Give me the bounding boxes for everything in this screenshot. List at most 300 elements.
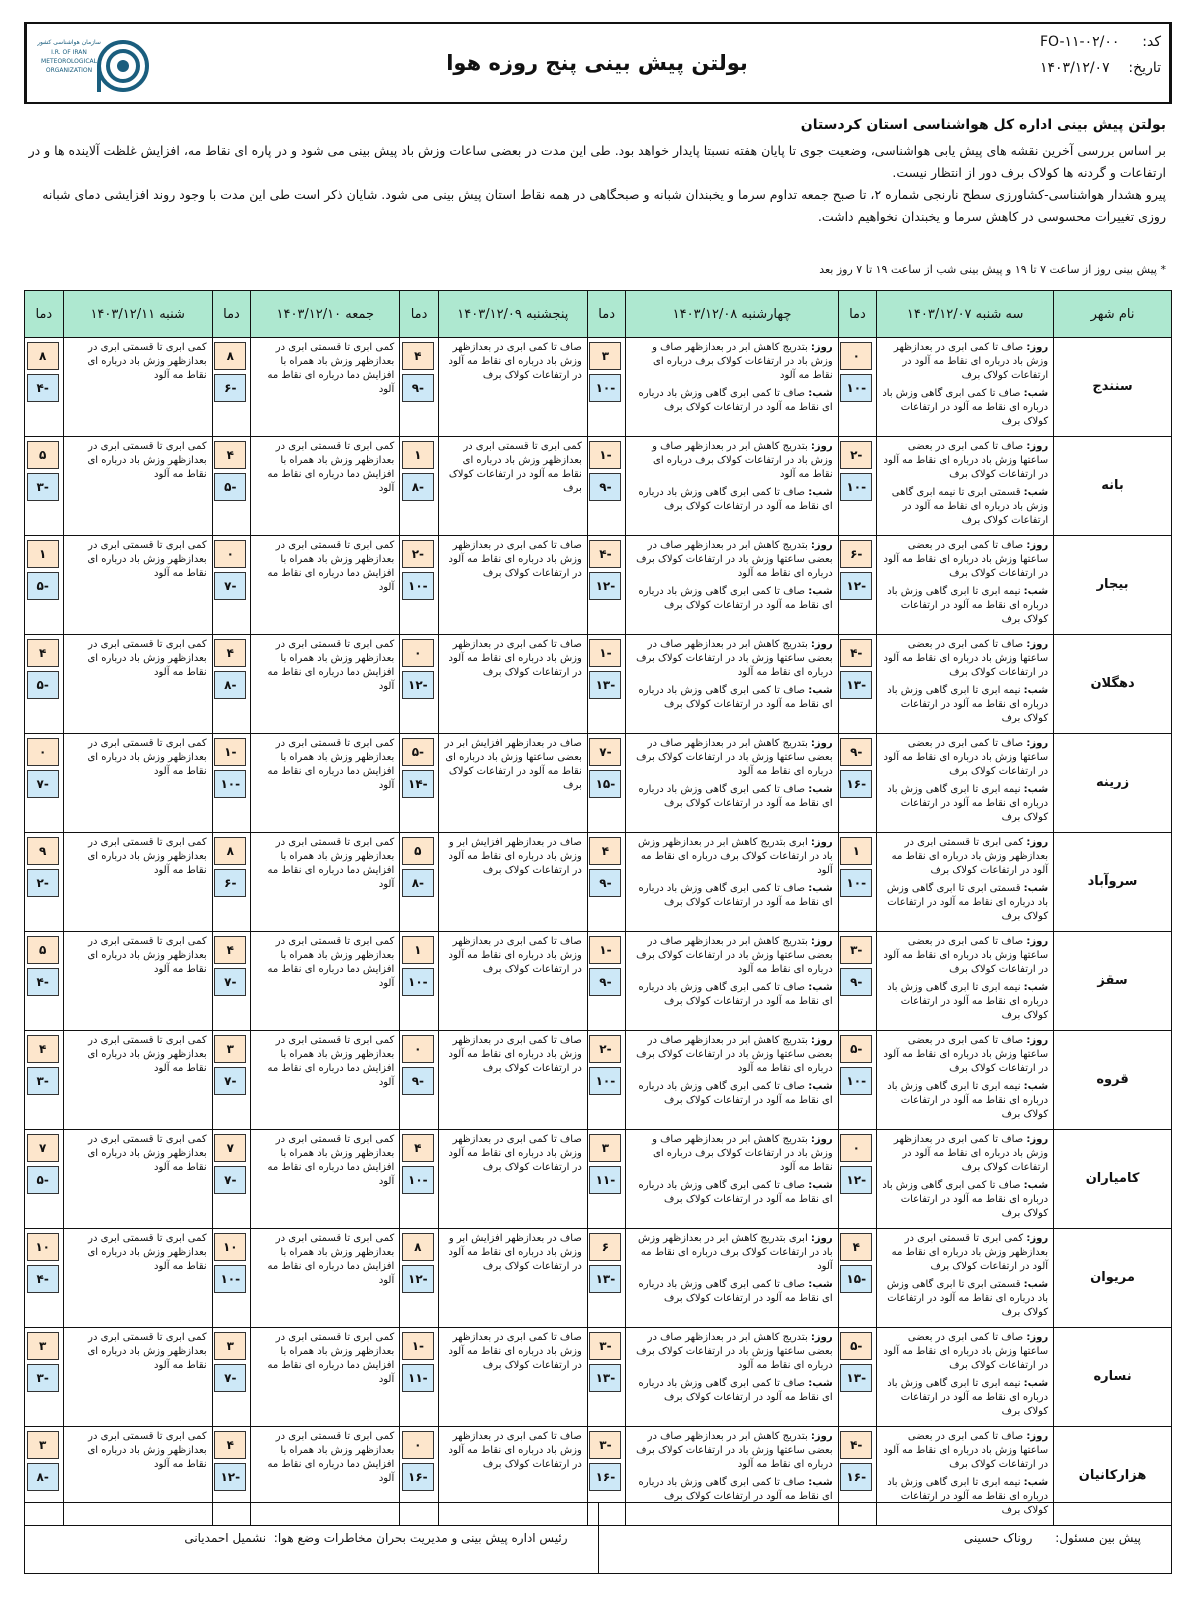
- temp-cell-day5: [25, 1328, 64, 1427]
- max-temp: -۹: [840, 738, 872, 766]
- night-forecast-text: نیمه ابری تا ابری گاهی وزش باد درباره ای نقاط مه آلود در ارتفاعات کولاک برف: [887, 1081, 1049, 1120]
- temp-cell-day4: [212, 338, 251, 437]
- day-label: روز:: [1026, 1332, 1049, 1343]
- night-forecast-text: قسمتی ابری تا ابری گاهی وزش باد درباره ای نقاط مه آلود در ارتفاعات کولاک برف: [886, 1279, 1049, 1318]
- min-temp: -۱۰: [214, 1265, 246, 1293]
- temp-header-5: دما: [25, 291, 64, 338]
- day-forecast-text: بتدریج کاهش ابر در بعدازظهر صاف در بعضی ساعتها وزش باد در ارتفاعات کولاک برف درباره ای نقاط مه آلود: [636, 738, 833, 777]
- min-temp: -۱۰: [840, 473, 872, 501]
- day-label: روز:: [810, 639, 833, 650]
- max-temp: -۳: [589, 1431, 621, 1459]
- city-name: مریوان: [1054, 1229, 1172, 1328]
- forecast-cell-day1: [877, 734, 1054, 833]
- table-row: [25, 338, 1172, 437]
- city-name: قروه: [1054, 1031, 1172, 1130]
- org-line3: METEOROLOGICAL: [41, 58, 97, 65]
- temp-cell-day1: [838, 1229, 877, 1328]
- night-forecast: [882, 387, 1048, 429]
- temp-header-4: دما: [212, 291, 251, 338]
- night-forecast: [631, 783, 832, 811]
- night-forecast-text: صاف تا کمی ابری گاهی وزش باد درباره ای نقاط مه آلود در ارتفاعات کولاک برف: [638, 586, 833, 611]
- temp-cell-day2: [587, 635, 626, 734]
- day-forecast: [882, 638, 1048, 680]
- day-forecast: [631, 341, 832, 383]
- page-title: بولتن پیش بینی پنج روزه هوا: [446, 51, 748, 75]
- max-temp: ۴: [27, 639, 59, 667]
- day-forecast: [631, 836, 832, 878]
- night-label: شب:: [808, 1081, 833, 1092]
- day-forecast: [631, 1034, 832, 1076]
- min-temp: -۶: [214, 869, 246, 897]
- day-forecast-text: صاف تا کمی ابری در بعضی ساعتها وزش باد درباره ای نقاط مه آلود در ارتفاعات کولاک برف: [883, 441, 1049, 480]
- temp-cell-day1: [838, 932, 877, 1031]
- min-temp: -۶: [214, 374, 246, 402]
- table-row: [25, 536, 1172, 635]
- table-row: [25, 635, 1172, 734]
- day-forecast-text: صاف تا کمی ابری در بعضی ساعتها وزش باد درباره ای نقاط مه آلود در ارتفاعات کولاک برف: [883, 540, 1049, 579]
- city-name: کامیاران: [1054, 1130, 1172, 1229]
- night-label: شب:: [808, 883, 833, 894]
- min-temp: -۱۰: [402, 968, 434, 996]
- forecaster-name: روناک حسینی: [963, 1531, 1033, 1545]
- day-forecast: [882, 1133, 1048, 1175]
- forecast-cell-day4: کمی ابری تا قسمتی ابری در بعدازظهر وزش باد همراه با افزایش دما درباره ای نقاط مه آلود: [251, 932, 400, 1031]
- day-label: روز:: [1026, 1134, 1049, 1145]
- night-forecast: [882, 585, 1048, 627]
- forecast-cell-day3: صاف تا کمی ابری در بعدازظهر وزش باد درباره ای نقاط مه آلود در ارتفاعات کولاک برف: [438, 536, 587, 635]
- max-temp: ۷: [214, 1134, 246, 1162]
- max-temp: -۱: [589, 936, 621, 964]
- night-forecast-text: صاف تا کمی ابری گاهی وزش باد درباره ای نقاط مه آلود در ارتفاعات کولاک برف: [638, 1477, 833, 1502]
- max-temp: ۳: [27, 1332, 59, 1360]
- day-header-4: جمعه ۱۴۰۳/۱۲/۱۰: [251, 291, 400, 338]
- temp-cell-day5: [25, 1130, 64, 1229]
- min-temp: -۱۴: [402, 770, 434, 798]
- forecast-cell-day1: [877, 437, 1054, 536]
- forecaster-label: پیش بین مسئول:: [1055, 1531, 1141, 1545]
- max-temp: ۱: [27, 540, 59, 568]
- day-label: روز:: [810, 1332, 833, 1343]
- max-temp: ۸: [402, 1233, 434, 1261]
- night-forecast: [882, 486, 1048, 528]
- night-forecast-text: صاف تا کمی ابری گاهی وزش باد درباره ای نقاط مه آلود در ارتفاعات کولاک برف: [638, 487, 833, 512]
- night-forecast: [631, 882, 832, 910]
- temp-cell-day2: [587, 1130, 626, 1229]
- night-label: شب:: [1023, 1279, 1049, 1290]
- min-temp: -۸: [214, 671, 246, 699]
- day-forecast: [882, 935, 1048, 977]
- min-temp: -۹: [402, 374, 434, 402]
- min-temp: -۷: [27, 770, 59, 798]
- org-logo: [26, 24, 162, 102]
- day-forecast: [882, 440, 1048, 482]
- day-forecast: [631, 440, 832, 482]
- head-label: رئیس اداره پیش بینی و مدیریت بحران مخاطرات وضع هوا:: [273, 1531, 568, 1545]
- day-forecast-text: ابری بتدریج کاهش ابر در بعدازظهر وزش باد در ارتفاعات کولاک برف درباره ای نقاط مه آلود: [638, 837, 833, 876]
- temp-cell-day3: [400, 932, 439, 1031]
- day-forecast-text: بتدریج کاهش ابر در بعدازظهر صاف در بعضی ساعتها وزش باد در ارتفاعات کولاک برف درباره ای نقاط مه آلود: [636, 1035, 833, 1074]
- temp-cell-day4: [212, 437, 251, 536]
- night-label: شب:: [808, 487, 833, 498]
- min-temp: -۹: [589, 473, 621, 501]
- temp-cell-day3: [400, 1229, 439, 1328]
- day-label: روز:: [810, 837, 833, 848]
- forecast-cell-day1: [877, 1328, 1054, 1427]
- max-temp: -۱: [402, 1332, 434, 1360]
- min-temp: -۱۶: [589, 1463, 621, 1491]
- day-forecast-text: صاف تا کمی ابری در بعضی ساعتها وزش باد درباره ای نقاط مه آلود در ارتفاعات کولاک برف: [883, 1431, 1049, 1470]
- night-forecast: [631, 684, 832, 712]
- max-temp: -۴: [589, 540, 621, 568]
- day-forecast-text: بتدریج کاهش ابر در بعدازظهر صاف و وزش باد در ارتفاعات کولاک برف درباره ای نقاط مه آلود: [652, 441, 833, 480]
- day-header-3: پنجشنبه ۱۴۰۳/۱۲/۰۹: [438, 291, 587, 338]
- bulletin-footer: [24, 1502, 1172, 1574]
- forecast-cell-day1: [877, 338, 1054, 437]
- day-forecast-text: کمی ابری تا قسمتی ابری در بعدازظهر وزش باد درباره ای نقاط مه آلود در ارتفاعات کولاک برف: [891, 1233, 1049, 1272]
- day-label: روز:: [810, 1431, 833, 1442]
- day-forecast-text: صاف تا کمی ابری در بعضی ساعتها وزش باد درباره ای نقاط مه آلود در ارتفاعات کولاک برف: [883, 936, 1049, 975]
- max-temp: ۰: [402, 1035, 434, 1063]
- min-temp: -۴: [27, 968, 59, 996]
- forecast-cell-day2: [626, 1130, 838, 1229]
- night-label: شب:: [808, 388, 833, 399]
- day-label: روز:: [1026, 639, 1049, 650]
- night-forecast-text: صاف تا کمی ابری گاهی وزش باد درباره ای نقاط مه آلود در ارتفاعات کولاک برف: [638, 784, 833, 809]
- temp-cell-day5: [25, 338, 64, 437]
- temp-cell-day4: [212, 1130, 251, 1229]
- intro-heading: بولتن پیش بینی اداره کل هواشناسی استان کردستان: [800, 117, 1166, 133]
- day-label: روز:: [810, 540, 833, 551]
- temp-cell-day3: [400, 1031, 439, 1130]
- night-forecast-text: صاف تا کمی ابری گاهی وزش باد درباره ای نقاط مه آلود در ارتفاعات کولاک برف: [638, 388, 833, 413]
- intro-paragraph-1: بر اساس بررسی آخرین نقشه های پیش یابی هواشناسی، وضعیت جوی تا پایان هفته نسبتا پایدار خواهد بود. طی این مدت در بعضی ساعات وزش باد پیش بینی می شود و در پاره ای نقاط مه، افزایش غلظت آلاینده ها و در ارتفاعات و گردنه ها کولاک برف دور از انتظار نیست.: [28, 143, 1166, 180]
- meteorology-logo-icon: [37, 28, 152, 98]
- forecast-cell-day1: [877, 635, 1054, 734]
- max-temp: ۰: [214, 540, 246, 568]
- max-temp: -۶: [840, 540, 872, 568]
- forecast-cell-day4: کمی ابری تا قسمتی ابری در بعدازظهر وزش باد همراه با افزایش دما درباره ای نقاط مه آلود: [251, 1229, 400, 1328]
- temp-cell-day4: [212, 1031, 251, 1130]
- night-label: شب:: [1023, 685, 1049, 696]
- night-forecast: [882, 1080, 1048, 1122]
- table-header-row: [25, 291, 1172, 338]
- min-temp: -۷: [214, 1364, 246, 1392]
- day-forecast: [882, 539, 1048, 581]
- temp-cell-day4: [212, 1229, 251, 1328]
- max-temp: ۳: [27, 1431, 59, 1459]
- day-forecast: [631, 539, 832, 581]
- forecast-cell-day2: [626, 1031, 838, 1130]
- day-forecast-text: بتدریج کاهش ابر در بعدازظهر صاف در بعضی ساعتها وزش باد در ارتفاعات کولاک برف درباره ای نقاط مه آلود: [636, 1332, 833, 1371]
- temp-cell-day2: [587, 1031, 626, 1130]
- temp-cell-day4: [212, 734, 251, 833]
- night-label: شب:: [808, 1477, 833, 1488]
- forecast-cell-day2: [626, 1328, 838, 1427]
- day-label: روز:: [810, 342, 833, 353]
- day-label: روز:: [810, 1134, 833, 1145]
- min-temp: -۴: [27, 374, 59, 402]
- night-forecast: [882, 882, 1048, 924]
- table-row: [25, 437, 1172, 536]
- day-forecast: [882, 1430, 1048, 1472]
- max-temp: ۵: [402, 837, 434, 865]
- forecast-cell-day3: صاف تا کمی ابری در بعدازظهر وزش باد درباره ای نقاط مه آلود در ارتفاعات کولاک برف: [438, 635, 587, 734]
- night-label: شب:: [808, 1279, 833, 1290]
- day-label: روز:: [1026, 1431, 1049, 1442]
- temp-header-2: دما: [587, 291, 626, 338]
- min-temp: -۹: [589, 968, 621, 996]
- night-forecast-text: نیمه ابری تا ابری گاهی وزش باد درباره ای نقاط مه آلود در ارتفاعات کولاک برف: [887, 784, 1049, 823]
- min-temp: -۷: [214, 572, 246, 600]
- temp-cell-day5: [25, 1031, 64, 1130]
- forecast-cell-day4: کمی ابری تا قسمتی ابری در بعدازظهر وزش باد همراه با افزایش دما درباره ای نقاط مه آلود: [251, 1328, 400, 1427]
- max-temp: ۴: [589, 837, 621, 865]
- max-temp: ۴: [214, 441, 246, 469]
- night-forecast: [882, 684, 1048, 726]
- min-temp: -۳: [27, 1067, 59, 1095]
- max-temp: -۲: [589, 1035, 621, 1063]
- night-forecast-text: صاف تا کمی ابری گاهی وزش باد درباره ای نقاط مه آلود در ارتفاعات کولاک برف: [638, 982, 833, 1007]
- max-temp: ۰: [840, 342, 872, 370]
- forecast-cell-day5: کمی ابری تا قسمتی ابری در بعدازظهر وزش باد درباره ای نقاط مه آلود: [63, 1031, 212, 1130]
- max-temp: -۱: [214, 738, 246, 766]
- night-forecast-text: نیمه ابری تا ابری گاهی وزش باد درباره ای نقاط مه آلود در ارتفاعات کولاک برف: [887, 685, 1049, 724]
- min-temp: -۱۳: [589, 1364, 621, 1392]
- forecast-cell-day1: [877, 932, 1054, 1031]
- min-temp: -۱۰: [840, 374, 872, 402]
- forecast-cell-day4: کمی ابری تا قسمتی ابری در بعدازظهر وزش باد همراه با افزایش دما درباره ای نقاط مه آلود: [251, 1031, 400, 1130]
- max-temp: -۵: [840, 1332, 872, 1360]
- intro-paragraph-2: پیرو هشدار هواشناسی-کشاورزی سطح نارنجی شماره ۲، تا صبح جمعه تداوم سرما و یخبندان شبانه و صبحگاهی در همه نقاط استان پیش بینی می شود. شایان ذکر است طی این مدت با وجود روند افزایشی دمای شبانه روزی تغییرات محسوسی در کاهش سرما و یخبندان نخواهیم داشت.: [42, 187, 1166, 224]
- temp-cell-day5: [25, 1229, 64, 1328]
- min-temp: -۱۳: [840, 671, 872, 699]
- table-row: [25, 932, 1172, 1031]
- max-temp: ۹: [27, 837, 59, 865]
- day-forecast: [882, 1331, 1048, 1373]
- temp-cell-day1: [838, 1031, 877, 1130]
- min-temp: -۱۰: [840, 869, 872, 897]
- forecast-cell-day3: صاف تا کمی ابری در بعدازظهر وزش باد درباره ای نقاط مه آلود در ارتفاعات کولاک برف: [438, 1031, 587, 1130]
- max-temp: ۳: [589, 342, 621, 370]
- max-temp: ۱: [402, 441, 434, 469]
- max-temp: ۱۰: [214, 1233, 246, 1261]
- day-label: روز:: [1026, 936, 1049, 947]
- night-label: شب:: [808, 586, 833, 597]
- min-temp: -۴: [27, 1265, 59, 1293]
- max-temp: ۴: [27, 1035, 59, 1063]
- day-forecast: [882, 341, 1048, 383]
- max-temp: ۶: [589, 1233, 621, 1261]
- night-label: شب:: [1023, 982, 1049, 993]
- min-temp: -۱۶: [402, 1463, 434, 1491]
- min-temp: -۱۱: [589, 1166, 621, 1194]
- day-forecast-text: بتدریج کاهش ابر در بعدازظهر صاف در بعضی ساعتها وزش باد در ارتفاعات کولاک برف درباره ای نقاط مه آلود: [636, 1431, 833, 1470]
- min-temp: -۱۵: [840, 1265, 872, 1293]
- day-header-1: سه شنبه ۱۴۰۳/۱۲/۰۷: [877, 291, 1054, 338]
- night-forecast-text: صاف تا کمی ابری گاهی وزش باد درباره ای نقاط مه آلود در ارتفاعات کولاک برف: [882, 1180, 1049, 1219]
- day-label: روز:: [810, 441, 833, 452]
- forecast-cell-day4: کمی ابری تا قسمتی ابری در بعدازظهر وزش باد همراه با افزایش دما درباره ای نقاط مه آلود: [251, 536, 400, 635]
- day-forecast-text: صاف تا کمی ابری در بعضی ساعتها وزش باد درباره ای نقاط مه آلود در ارتفاعات کولاک برف: [883, 639, 1049, 678]
- max-temp: ۰: [402, 1431, 434, 1459]
- night-label: شب:: [1023, 1378, 1049, 1389]
- temp-cell-day1: [838, 437, 877, 536]
- forecast-cell-day5: کمی ابری تا قسمتی ابری در بعدازظهر وزش باد درباره ای نقاط مه آلود: [63, 635, 212, 734]
- forecast-cell-day2: [626, 536, 838, 635]
- temp-cell-day1: [838, 338, 877, 437]
- temp-cell-day4: [212, 1328, 251, 1427]
- max-temp: -۴: [840, 639, 872, 667]
- max-temp: ۱: [840, 837, 872, 865]
- min-temp: -۱۰: [589, 1067, 621, 1095]
- night-label: شب:: [808, 1180, 833, 1191]
- min-temp: -۱۲: [402, 1265, 434, 1293]
- min-temp: -۵: [214, 473, 246, 501]
- day-forecast-text: ابری بتدریج کاهش ابر در بعدازظهر وزش باد در ارتفاعات کولاک برف درباره ای نقاط مه آلود: [638, 1233, 833, 1272]
- day-label: روز:: [810, 1035, 833, 1046]
- forecast-cell-day4: کمی ابری تا قسمتی ابری در بعدازظهر وزش باد همراه با افزایش دما درباره ای نقاط مه آلود: [251, 734, 400, 833]
- night-label: شب:: [1023, 487, 1049, 498]
- table-row: [25, 1229, 1172, 1328]
- min-temp: -۱۲: [214, 1463, 246, 1491]
- day-forecast-text: صاف تا کمی ابری در بعدازظهر وزش باد درباره ای نقاط مه آلود در ارتفاعات کولاک برف: [893, 1134, 1049, 1173]
- min-temp: -۱۳: [840, 1364, 872, 1392]
- night-forecast: [882, 981, 1048, 1023]
- forecast-cell-day4: کمی ابری تا قسمتی ابری در بعدازظهر وزش باد همراه با افزایش دما درباره ای نقاط مه آلود: [251, 437, 400, 536]
- forecast-cell-day2: [626, 1229, 838, 1328]
- temp-cell-day4: [212, 635, 251, 734]
- forecast-cell-day5: کمی ابری تا قسمتی ابری در بعدازظهر وزش باد درباره ای نقاط مه آلود: [63, 1130, 212, 1229]
- day-header-5: شنبه ۱۴۰۳/۱۲/۱۱: [63, 291, 212, 338]
- max-temp: -۵: [402, 738, 434, 766]
- max-temp: ۴: [402, 1134, 434, 1162]
- min-temp: -۱۳: [589, 1265, 621, 1293]
- forecast-cell-day5: کمی ابری تا قسمتی ابری در بعدازظهر وزش باد درباره ای نقاط مه آلود: [63, 932, 212, 1031]
- min-temp: -۱۰: [402, 1166, 434, 1194]
- max-temp: -۴: [840, 1431, 872, 1459]
- temp-cell-day3: [400, 635, 439, 734]
- max-temp: -۱: [589, 639, 621, 667]
- code-label: کد:: [1142, 34, 1161, 50]
- forecast-body: [25, 338, 1172, 1526]
- city-name: بیجار: [1054, 536, 1172, 635]
- max-temp: ۴: [214, 936, 246, 964]
- min-temp: -۱۲: [840, 1166, 872, 1194]
- forecast-cell-day4: کمی ابری تا قسمتی ابری در بعدازظهر وزش باد همراه با افزایش دما درباره ای نقاط مه آلود: [251, 1130, 400, 1229]
- night-forecast-text: صاف تا کمی ابری گاهی وزش باد درباره ای نقاط مه آلود در ارتفاعات کولاک برف: [882, 388, 1049, 427]
- org-line4: ORGANIZATION: [45, 67, 93, 74]
- temp-cell-day4: [212, 833, 251, 932]
- forecast-cell-day3: صاف تا کمی ابری در بعدازظهر وزش باد درباره ای نقاط مه آلود در ارتفاعات کولاک برف: [438, 1427, 587, 1526]
- temp-header-3: دما: [400, 291, 439, 338]
- forecast-cell-day5: کمی ابری تا قسمتی ابری در بعدازظهر وزش باد درباره ای نقاط مه آلود: [63, 1427, 212, 1526]
- temp-cell-day3: [400, 734, 439, 833]
- temp-cell-day1: [838, 833, 877, 932]
- table-row: [25, 1328, 1172, 1427]
- night-label: شب:: [1023, 1081, 1049, 1092]
- min-temp: -۱۱: [402, 1364, 434, 1392]
- forecast-cell-day5: کمی ابری تا قسمتی ابری در بعدازظهر وزش باد درباره ای نقاط مه آلود: [63, 536, 212, 635]
- day-label: روز:: [1026, 837, 1049, 848]
- min-temp: -۱۰: [402, 572, 434, 600]
- temp-cell-day2: [587, 734, 626, 833]
- day-label: روز:: [1026, 540, 1049, 551]
- min-temp: -۱۰: [214, 770, 246, 798]
- temp-cell-day3: [400, 1328, 439, 1427]
- min-temp: -۱۰: [589, 374, 621, 402]
- night-forecast: [631, 1476, 832, 1504]
- day-forecast: [882, 1034, 1048, 1076]
- max-temp: -۳: [589, 1332, 621, 1360]
- night-forecast-text: نیمه ابری تا ابری گاهی وزش باد درباره ای نقاط مه آلود در ارتفاعات کولاک برف: [887, 1378, 1049, 1417]
- max-temp: ۷: [27, 1134, 59, 1162]
- min-temp: -۷: [214, 1166, 246, 1194]
- forecast-cell-day3: صاف در بعدازظهر افزایش ابر و وزش باد درباره ای نقاط مه آلود در ارتفاعات کولاک برف: [438, 1229, 587, 1328]
- max-temp: ۴: [214, 1431, 246, 1459]
- max-temp: -۷: [589, 738, 621, 766]
- day-forecast: [631, 1331, 832, 1373]
- night-forecast-text: صاف تا کمی ابری گاهی وزش باد درباره ای نقاط مه آلود در ارتفاعات کولاک برف: [638, 685, 833, 710]
- night-forecast-text: قسمتی ابری تا نیمه ابری گاهی وزش باد درباره ای نقاط مه آلود در ارتفاعات کولاک برف: [891, 487, 1049, 526]
- forecast-cell-day3: صاف تا کمی ابری در بعدازظهر وزش باد درباره ای نقاط مه آلود در ارتفاعات کولاک برف: [438, 1328, 587, 1427]
- temp-cell-day5: [25, 734, 64, 833]
- night-forecast: [882, 1377, 1048, 1419]
- night-forecast: [631, 981, 832, 1009]
- min-temp: -۱۶: [840, 1463, 872, 1491]
- head-name: نشمیل احمدیانی: [184, 1531, 267, 1545]
- temp-cell-day5: [25, 932, 64, 1031]
- city-name: سقز: [1054, 932, 1172, 1031]
- night-label: شب:: [1023, 1180, 1049, 1191]
- min-temp: -۱۶: [840, 770, 872, 798]
- max-temp: ۵: [27, 441, 59, 469]
- night-forecast: [631, 1377, 832, 1405]
- day-label: روز:: [1026, 1233, 1049, 1244]
- night-label: شب:: [808, 784, 833, 795]
- min-temp: -۳: [27, 1364, 59, 1392]
- temp-cell-day3: [400, 437, 439, 536]
- max-temp: ۸: [214, 837, 246, 865]
- night-forecast: [882, 1179, 1048, 1221]
- night-forecast-text: نیمه ابری تا ابری گاهی وزش باد درباره ای نقاط مه آلود در ارتفاعات کولاک برف: [887, 1477, 1049, 1516]
- day-forecast-text: صاف تا کمی ابری در بعدازظهر وزش باد درباره ای نقاط مه آلود در ارتفاعات کولاک برف: [893, 342, 1049, 381]
- night-label: شب:: [808, 685, 833, 696]
- day-forecast-text: بتدریج کاهش ابر در بعدازظهر صاف در بعضی ساعتها وزش باد در ارتفاعات کولاک برف درباره ای نقاط مه آلود: [636, 936, 833, 975]
- forecaster-cell: [599, 1503, 1172, 1573]
- temp-cell-day2: [587, 536, 626, 635]
- forecast-cell-day2: [626, 833, 838, 932]
- day-label: روز:: [1026, 738, 1049, 749]
- forecast-table: [24, 290, 1172, 1526]
- night-label: شب:: [1023, 586, 1049, 597]
- day-forecast-text: صاف تا کمی ابری در بعضی ساعتها وزش باد درباره ای نقاط مه آلود در ارتفاعات کولاک برف: [883, 1332, 1049, 1371]
- temp-cell-day4: [212, 536, 251, 635]
- day-forecast-text: بتدریج کاهش ابر در بعدازظهر صاف و وزش باد در ارتفاعات کولاک برف درباره ای نقاط مه آلود: [652, 342, 833, 381]
- max-temp: ۸: [27, 342, 59, 370]
- max-temp: ۴: [840, 1233, 872, 1261]
- night-forecast-text: نیمه ابری تا ابری گاهی وزش باد درباره ای نقاط مه آلود در ارتفاعات کولاک برف: [887, 982, 1049, 1021]
- forecast-cell-day4: کمی ابری تا قسمتی ابری در بعدازظهر وزش باد همراه با افزایش دما درباره ای نقاط مه آلود: [251, 833, 400, 932]
- night-forecast: [631, 1080, 832, 1108]
- temp-cell-day5: [25, 437, 64, 536]
- min-temp: -۹: [589, 869, 621, 897]
- forecast-cell-day2: [626, 932, 838, 1031]
- forecast-cell-day2: [626, 734, 838, 833]
- day-forecast: [882, 737, 1048, 779]
- forecast-cell-day1: [877, 833, 1054, 932]
- max-temp: -۲: [840, 441, 872, 469]
- temp-cell-day5: [25, 536, 64, 635]
